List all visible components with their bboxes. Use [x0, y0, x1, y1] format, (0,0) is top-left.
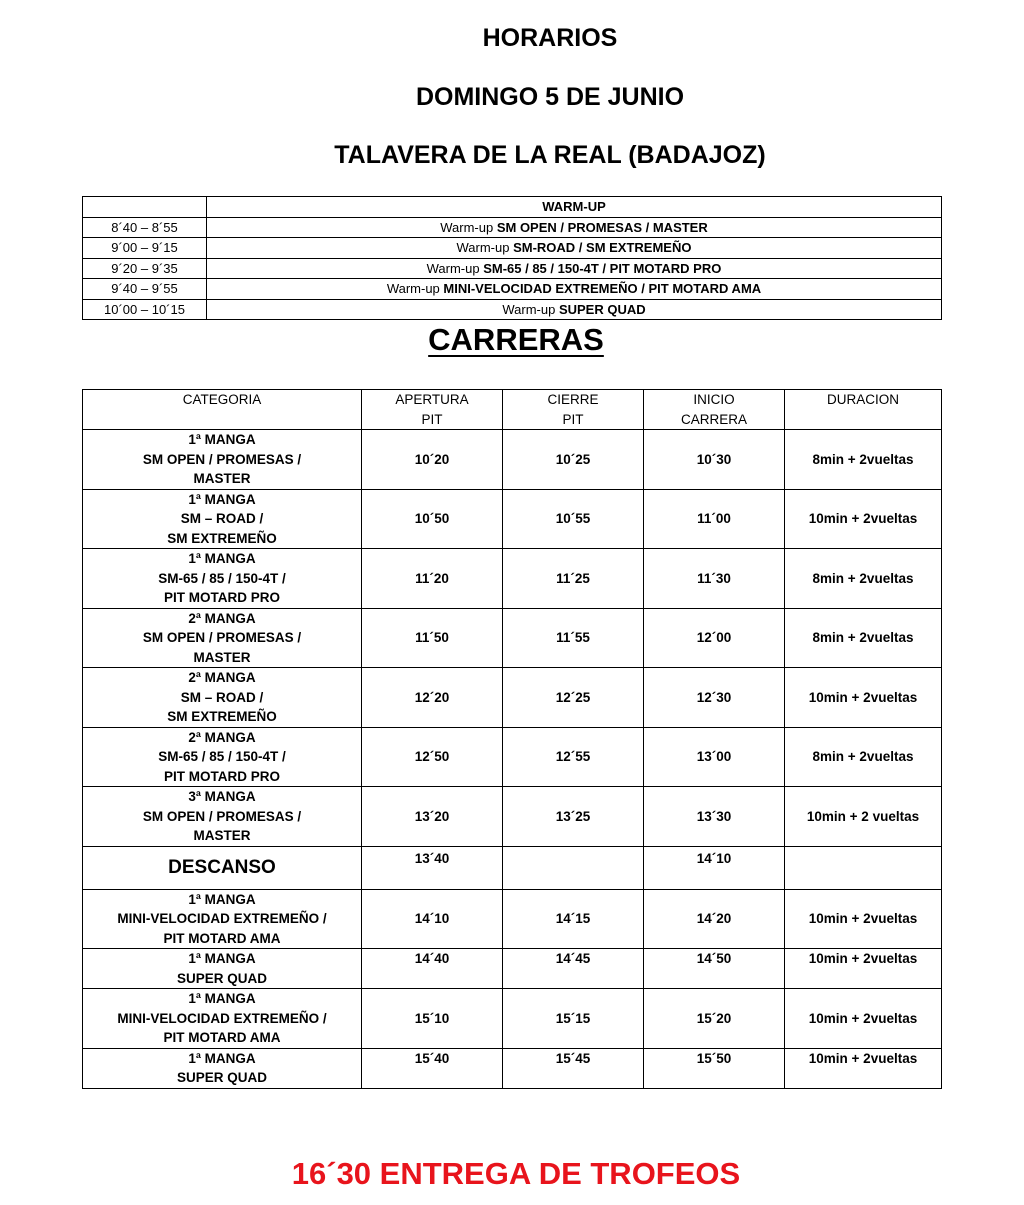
pit-open-time: 15´10	[362, 989, 503, 1049]
column-header-line: CIERRE	[547, 392, 599, 407]
pit-open-time: 11´50	[362, 608, 503, 668]
race-category	[83, 1048, 362, 1088]
race-start-time: 14´50	[644, 949, 785, 989]
warmup-prefix: Warm-up	[426, 260, 484, 276]
warmup-row	[83, 238, 942, 259]
race-duration: 10min + 2 vueltas	[785, 787, 942, 847]
race-category	[83, 727, 362, 787]
race-table-body	[83, 390, 942, 1089]
race-category	[83, 787, 362, 847]
warmup-prefix: Warm-up	[440, 219, 497, 235]
break-empty-cell	[503, 846, 644, 889]
break-label: DESCANSO	[83, 846, 362, 889]
race-duration: 10min + 2vueltas	[785, 949, 942, 989]
warmup-session	[207, 258, 942, 279]
race-start-time: 14´20	[644, 889, 785, 949]
break-empty-cell	[785, 846, 942, 889]
warmup-row	[83, 299, 942, 320]
pit-open-time: 12´20	[362, 668, 503, 728]
pit-open-time: 14´10	[362, 889, 503, 949]
race-start-time: 13´30	[644, 787, 785, 847]
race-category-line: SM EXTREMEÑO	[167, 709, 277, 724]
race-category-line: 1ª MANGA	[188, 432, 256, 447]
pit-open-time: 15´40	[362, 1048, 503, 1088]
warmup-categories: SM-65 / 85 / 150-4T / PIT MOTARD PRO	[483, 260, 722, 276]
warmup-session	[207, 217, 942, 238]
race-category-line: SM – ROAD /	[180, 689, 264, 705]
pit-close-time: 10´25	[503, 430, 644, 490]
race-duration: 8min + 2vueltas	[785, 430, 942, 490]
pit-open-time: 12´50	[362, 727, 503, 787]
warmup-time: 9´00 – 9´15	[83, 238, 207, 259]
pit-close-time: 15´15	[503, 989, 644, 1049]
race-category-line: PIT MOTARD AMA	[163, 1030, 281, 1045]
column-header	[362, 390, 503, 430]
pit-close-time: 11´55	[503, 608, 644, 668]
break-start-time: 13´40	[362, 846, 503, 889]
warmup-time: 8´40 – 8´55	[83, 217, 207, 238]
race-category-line: PIT MOTARD AMA	[163, 930, 281, 946]
warmup-heading: WARM-UP	[207, 197, 942, 218]
event-date: DOMINGO 5 DE JUNIO	[415, 83, 685, 111]
column-header	[785, 390, 942, 430]
race-category-line: 2ª MANGA	[188, 729, 256, 745]
pit-open-time: 11´20	[362, 549, 503, 609]
event-location: TALAVERA DE LA REAL (BADAJOZ)	[334, 141, 766, 169]
warmup-time: 9´40 – 9´55	[83, 279, 207, 300]
race-category	[83, 989, 362, 1049]
pit-close-time: 10´55	[503, 489, 644, 549]
race-category-line: SM OPEN / PROMESAS /	[142, 630, 302, 645]
race-category-line: 1ª MANGA	[188, 991, 256, 1006]
race-duration: 10min + 2vueltas	[785, 1048, 942, 1088]
pit-open-time: 10´20	[362, 430, 503, 490]
race-category	[83, 430, 362, 490]
race-duration: 8min + 2vueltas	[785, 727, 942, 787]
race-duration: 10min + 2vueltas	[785, 989, 942, 1049]
pit-close-time: 15´45	[503, 1048, 644, 1088]
race-category-line: MASTER	[193, 828, 251, 843]
race-category-line: 1ª MANGA	[188, 951, 256, 966]
warmup-header-empty-cell	[83, 197, 207, 218]
race-category-line: 1ª MANGA	[188, 491, 256, 507]
warmup-prefix: Warm-up	[502, 301, 559, 317]
pit-close-time: 12´55	[503, 727, 644, 787]
warmup-header-row	[83, 197, 942, 218]
warmup-categories: MINI-VELOCIDAD EXTREMEÑO / PIT MOTARD AMA	[443, 281, 762, 297]
column-header-line: DURACION	[826, 392, 899, 407]
column-header-line: APERTURA	[395, 392, 469, 407]
warmup-row	[83, 258, 942, 279]
race-category-line: SUPER QUAD	[176, 970, 267, 986]
race-row	[83, 489, 942, 549]
column-header-line: CATEGORIA	[182, 392, 262, 407]
race-row	[83, 668, 942, 728]
warmup-session	[207, 238, 942, 259]
pit-open-time: 13´20	[362, 787, 503, 847]
race-duration: 10min + 2vueltas	[785, 889, 942, 949]
warmup-session	[207, 299, 942, 320]
warmup-prefix: Warm-up	[386, 281, 444, 297]
pit-close-time: 11´25	[503, 549, 644, 609]
race-row	[83, 1048, 942, 1088]
race-category	[83, 889, 362, 949]
race-duration: 10min + 2vueltas	[785, 668, 942, 728]
pit-close-time: 14´15	[503, 889, 644, 949]
race-category	[83, 549, 362, 609]
column-header	[644, 390, 785, 430]
race-category-line: SM OPEN / PROMESAS /	[142, 808, 302, 824]
race-category-line: PIT MOTARD PRO	[164, 768, 280, 784]
race-row	[83, 549, 942, 609]
trophy-ceremony-banner: 16´30 ENTREGA DE TROFEOS	[291, 1156, 741, 1191]
race-start-time: 15´20	[644, 989, 785, 1049]
race-header-row	[83, 390, 942, 430]
warmup-categories: SM OPEN / PROMESAS / MASTER	[496, 219, 708, 235]
race-category-line: MASTER	[193, 649, 251, 665]
warmup-categories: SM-ROAD / SM EXTREMEÑO	[513, 240, 692, 256]
race-duration: 10min + 2vueltas	[785, 489, 942, 549]
carreras-heading	[0, 322, 1024, 358]
pit-close-time: 12´25	[503, 668, 644, 728]
race-category-line: 1ª MANGA	[188, 551, 256, 566]
race-start-time: 13´00	[644, 727, 785, 787]
race-category-line: 3ª MANGA	[188, 789, 256, 804]
race-row	[83, 430, 942, 490]
race-start-time: 10´30	[644, 430, 785, 490]
race-row	[83, 889, 942, 949]
race-start-time: 11´00	[644, 489, 785, 549]
column-header-line: INICIO	[693, 392, 735, 407]
column-header-line: PIT	[562, 411, 584, 427]
race-category-line: 1ª MANGA	[188, 1050, 256, 1066]
warmup-categories: SUPER QUAD	[558, 301, 646, 317]
column-header-line: PIT	[421, 411, 443, 427]
race-category	[83, 668, 362, 728]
race-start-time: 11´30	[644, 549, 785, 609]
race-category-line: SM-65 / 85 / 150-4T /	[158, 749, 286, 764]
race-category-line: 1ª MANGA	[188, 891, 256, 907]
race-start-time: 15´50	[644, 1048, 785, 1088]
race-category-line: SM-65 / 85 / 150-4T /	[158, 570, 286, 586]
race-row	[83, 727, 942, 787]
race-duration: 8min + 2vueltas	[785, 549, 942, 609]
race-category-line: SM OPEN / PROMESAS /	[142, 451, 302, 467]
race-start-time: 12´30	[644, 668, 785, 728]
warmup-time: 10´00 – 10´15	[83, 299, 207, 320]
race-category-line: SM – ROAD /	[180, 511, 264, 526]
race-category-line: MASTER	[193, 471, 251, 486]
pit-close-time: 14´45	[503, 949, 644, 989]
warmup-session	[207, 279, 942, 300]
column-header	[503, 390, 644, 430]
warmup-row	[83, 279, 942, 300]
carreras-heading-text: CARRERAS	[428, 322, 604, 357]
race-category	[83, 608, 362, 668]
break-end-time: 14´10	[644, 846, 785, 889]
race-duration: 8min + 2vueltas	[785, 608, 942, 668]
race-category-line: MINI-VELOCIDAD EXTREMEÑO /	[117, 911, 327, 926]
warmup-prefix: Warm-up	[456, 240, 514, 256]
pit-close-time: 13´25	[503, 787, 644, 847]
race-category-line: SM EXTREMEÑO	[167, 530, 277, 546]
race-row	[83, 949, 942, 989]
race-category-line: PIT MOTARD PRO	[164, 590, 280, 605]
race-row	[83, 608, 942, 668]
warmup-table	[82, 196, 942, 320]
warmup-row	[83, 217, 942, 238]
pit-open-time: 10´50	[362, 489, 503, 549]
column-header	[83, 390, 362, 430]
race-category-line: SUPER QUAD	[176, 1070, 267, 1085]
break-row	[83, 846, 942, 889]
pit-open-time: 14´40	[362, 949, 503, 989]
warmup-time: 9´20 – 9´35	[83, 258, 207, 279]
race-category-line: MINI-VELOCIDAD EXTREMEÑO /	[117, 1010, 327, 1026]
race-schedule-table	[82, 389, 942, 1089]
race-category	[83, 489, 362, 549]
document-title: HORARIOS	[482, 24, 618, 52]
race-row	[83, 989, 942, 1049]
race-category-line: 2ª MANGA	[188, 610, 256, 626]
race-category	[83, 949, 362, 989]
warmup-table-body	[83, 197, 942, 320]
race-start-time: 12´00	[644, 608, 785, 668]
race-row	[83, 787, 942, 847]
column-header-line: CARRERA	[680, 411, 747, 427]
race-category-line: 2ª MANGA	[188, 670, 256, 685]
